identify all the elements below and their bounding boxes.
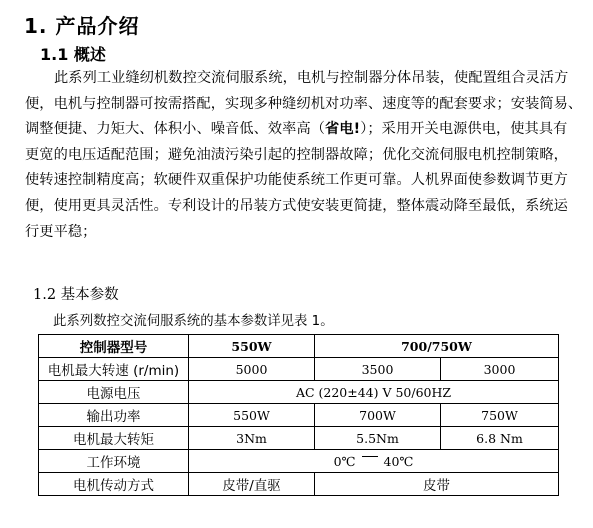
row-label: 电机传动方式 bbox=[39, 473, 189, 496]
table-row bbox=[39, 358, 559, 381]
table-row bbox=[39, 335, 559, 358]
parameter-table bbox=[38, 334, 559, 496]
table-row bbox=[39, 473, 559, 496]
table-cell: 550W bbox=[189, 404, 315, 427]
row-label: 电源电压 bbox=[39, 381, 189, 404]
emphasis-text: 省电! bbox=[325, 121, 361, 138]
temp-max: 40℃ bbox=[383, 453, 414, 469]
temp-min: 0℃ bbox=[333, 453, 356, 469]
overview-text: ）；采用开关电源供电，使其具有 bbox=[360, 121, 568, 138]
table-cell: 皮带/直驱 bbox=[189, 473, 315, 496]
table-cell: 皮带 bbox=[315, 473, 559, 496]
row-label: 输出功率 bbox=[39, 404, 189, 427]
header-cell: 控制器型号 bbox=[39, 335, 189, 358]
table-cell: 3500 bbox=[315, 358, 441, 381]
overview-line: 更宽的电压适配范围；避免油渍污染引起的控制器故障；优化交流伺服电机控制策略， bbox=[25, 146, 568, 163]
overview-line: 便，使用更具灵活性。专利设计的吊装方式使安装更简捷，整体震动降至最低，系统运 bbox=[25, 197, 568, 214]
table-cell: 3Nm bbox=[189, 427, 315, 450]
table-cell: 700W bbox=[315, 404, 441, 427]
overview-line: 行更平稳； bbox=[25, 223, 97, 240]
table-cell: 750W bbox=[441, 404, 559, 427]
subsection-heading-overview: 1.1 概述 bbox=[40, 45, 106, 64]
table-row bbox=[39, 427, 559, 450]
header-cell: 700/750W bbox=[315, 335, 559, 358]
row-label: 工作环境 bbox=[39, 450, 189, 473]
table-cell: 5000 bbox=[189, 358, 315, 381]
range-dash bbox=[362, 456, 378, 457]
table-cell: 5.5Nm bbox=[315, 427, 441, 450]
table-cell: 3000 bbox=[441, 358, 559, 381]
row-label: 电机最大转矩 bbox=[39, 427, 189, 450]
table-cell: AC (220±44) V 50/60HZ bbox=[189, 381, 559, 404]
overview-line: 便，电机与控制器可按需搭配，实现多种缝纫机对功率、速度等的配套要求；安装简易、 bbox=[25, 95, 583, 112]
table-row bbox=[39, 450, 559, 473]
overview-text: 调整便捷、力矩大、体积小、噪音低、效率高（ bbox=[25, 121, 326, 138]
section-heading-product-intro: 1. 产品介绍 bbox=[24, 14, 140, 38]
overview-line: 此系列工业缝纫机数控交流伺服系统，电机与控制器分体吊装，使配置组合灵活方 bbox=[54, 70, 569, 86]
header-cell: 550W bbox=[189, 335, 315, 358]
table-row bbox=[39, 404, 559, 427]
table-intro-text: 此系列数控交流伺服系统的基本参数详见表 1。 bbox=[53, 314, 334, 329]
table-cell bbox=[189, 450, 559, 473]
table-row bbox=[39, 381, 559, 404]
overview-paragraph bbox=[25, 66, 585, 245]
subsection-heading-basic-params: 1.2 基本参数 bbox=[33, 287, 119, 303]
overview-line: 使转速控制精度高；软硬件双重保护功能使系统工作更可靠。人机界面使参数调节更方 bbox=[25, 172, 568, 189]
row-label: 电机最大转速 (r/min) bbox=[39, 358, 189, 381]
table-cell: 6.8 Nm bbox=[441, 427, 559, 450]
overview-line bbox=[25, 117, 585, 143]
